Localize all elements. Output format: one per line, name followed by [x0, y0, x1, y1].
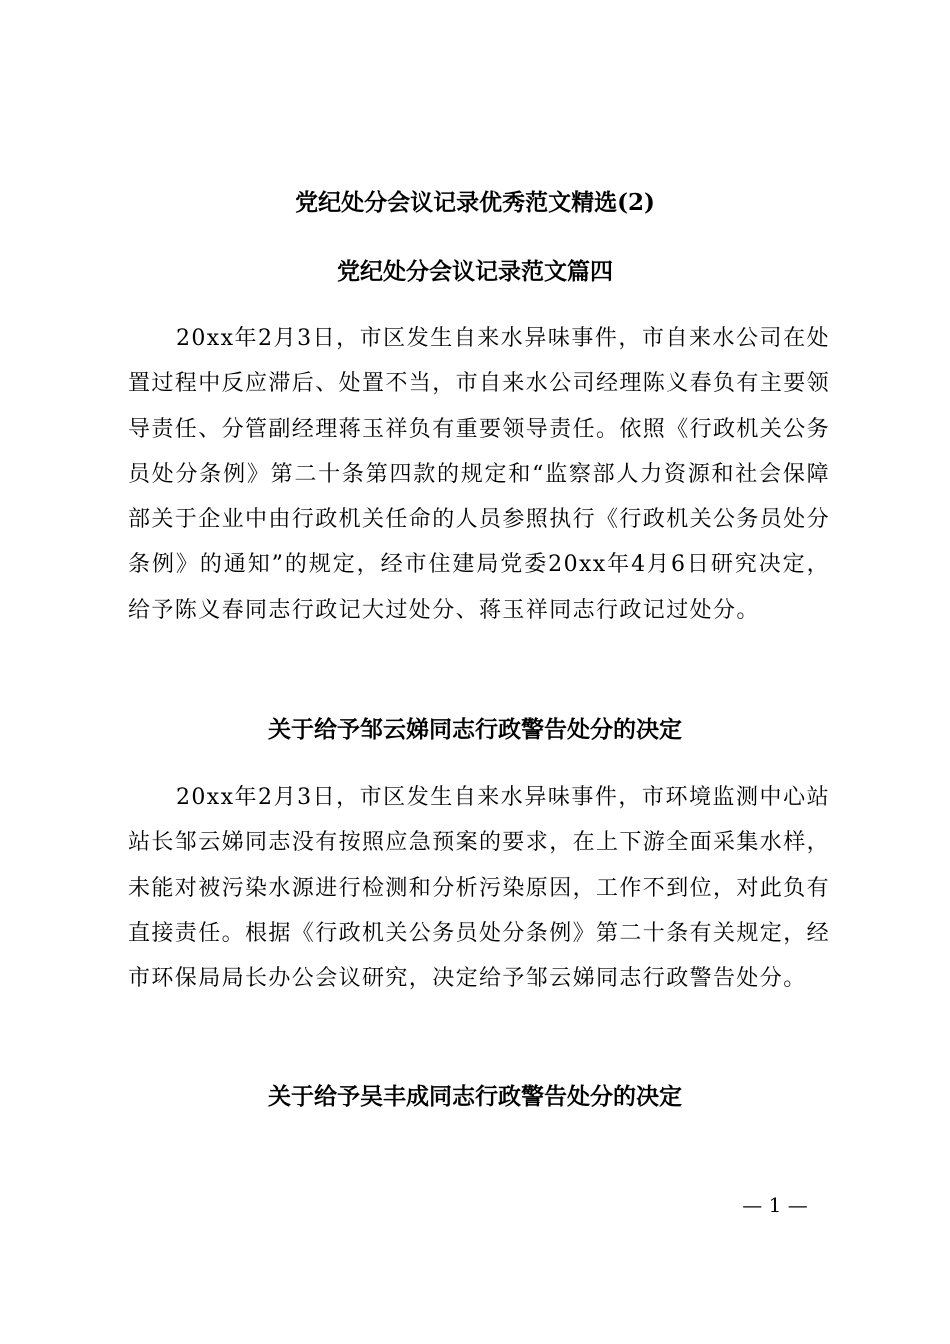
body-paragraph-1: 20xx年2月3日，市区发生自来水异味事件，市自来水公司在处置过程中反应滞后、处置不当，市自来水公司经理陈义春负有主要领导责任、分管副经理蒋玉祥负有重要领导责任。依照《行政机关公务员处分条例》第二十条第四款的规定和“监察部人力资源和社会保障部关于企业中由行政机关任命的人员参照执行《行政机关公务员处分条例》的通知”的规定，经市住建局党委20xx年4月6日研究决定，给予陈义春同志行政记大过处分、蒋玉祥同志行政记过处分。	[128, 326, 831, 623]
body-paragraph-2: 20xx年2月3日，市区发生自来水异味事件，市环境监测中心站站长邹云娣同志没有按照应急预案的要求，在上下游全面采集水样，未能对被污染水源进行检测和分析污染原因，工作不到位，对此负有直接责任。根据《行政机关公务员处分条例》第二十条有关规定，经市环保局局长办公会议研究，决定给予邹云娣同志行政警告处分。	[128, 785, 831, 992]
section-heading-1: 关于给予邹云娣同志行政警告处分的决定	[268, 716, 682, 743]
page-number: — 1 —	[742, 1193, 808, 1217]
document-title: 党纪处分会议记录优秀范文精选(2)	[295, 189, 655, 216]
section-heading-2: 关于给予吴丰成同志行政警告处分的决定	[268, 1083, 682, 1110]
document-subtitle: 党纪处分会议记录范文篇四	[337, 258, 613, 285]
